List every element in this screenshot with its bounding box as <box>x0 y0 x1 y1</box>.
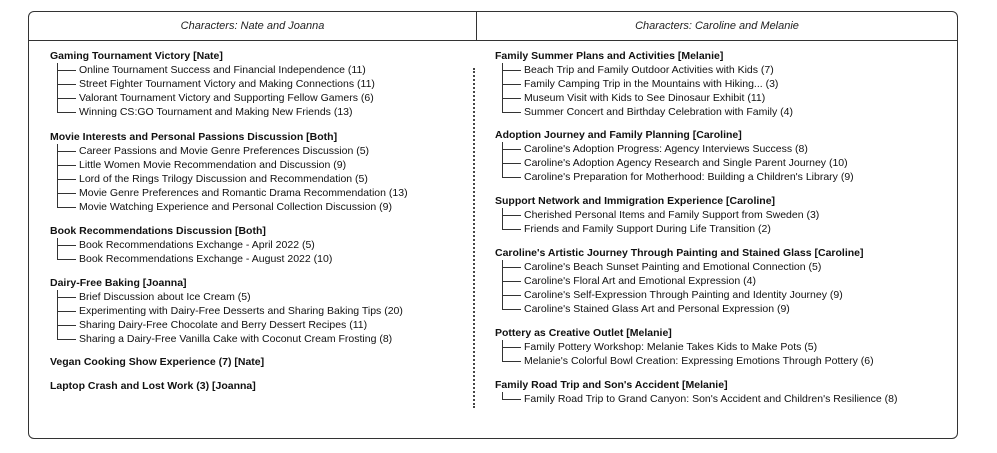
subtopic-item: Family Pottery Workshop: Melanie Takes Kids to Make Pots (5) <box>502 340 955 354</box>
subtopic-item: Summer Concert and Birthday Celebration with Family (4) <box>502 105 955 119</box>
header-row <box>29 12 957 41</box>
topic-group <box>495 327 955 368</box>
subtopic-item: Caroline's Preparation for Motherhood: Building a Children's Library (9) <box>502 170 955 184</box>
topic-group-title: Dairy-Free Baking [Joanna] <box>50 277 187 289</box>
subtopic-tree <box>57 63 460 119</box>
topic-group-title: Gaming Tournament Victory [Nate] <box>50 50 223 62</box>
subtopic-tree <box>57 238 460 266</box>
topic-group-title: Pottery as Creative Outlet [Melanie] <box>495 327 672 339</box>
subtopic-item: Melanie's Colorful Bowl Creation: Expressing Emotions Through Pottery (6) <box>502 354 955 368</box>
subtopic-item: Caroline's Self-Expression Through Painting and Identity Journey (9) <box>502 288 955 302</box>
subtopic-item: Career Passions and Movie Genre Preferences Discussion (5) <box>57 144 460 158</box>
topic-group <box>50 50 460 119</box>
column-divider <box>473 68 475 408</box>
subtopic-item: Beach Trip and Family Outdoor Activities with Kids (7) <box>502 63 955 77</box>
subtopic-item: Brief Discussion about Ice Cream (5) <box>57 290 460 304</box>
topic-group <box>495 247 955 316</box>
subtopic-item: Little Women Movie Recommendation and Discussion (9) <box>57 158 460 172</box>
left-topic-column <box>50 50 460 393</box>
topic-group-title: Laptop Crash and Lost Work (3) [Joanna] <box>50 380 256 392</box>
subtopic-item: Caroline's Floral Art and Emotional Expression (4) <box>502 274 955 288</box>
subtopic-item: Friends and Family Support During Life Transition (2) <box>502 222 955 236</box>
subtopic-item: Valorant Tournament Victory and Supporting Fellow Gamers (6) <box>57 91 460 105</box>
topic-group-title: Adoption Journey and Family Planning [Caroline] <box>495 129 742 141</box>
topic-group-title: Caroline's Artistic Journey Through Painting and Stained Glass [Caroline] <box>495 247 864 259</box>
subtopic-item: Street Fighter Tournament Victory and Making Connections (11) <box>57 77 460 91</box>
subtopic-item: Movie Genre Preferences and Romantic Drama Recommendation (13) <box>57 186 460 200</box>
subtopic-item: Caroline's Adoption Agency Research and Single Parent Journey (10) <box>502 156 955 170</box>
subtopic-tree <box>502 208 955 236</box>
subtopic-tree <box>57 290 460 346</box>
subtopic-item: Museum Visit with Kids to See Dinosaur Exhibit (11) <box>502 91 955 105</box>
subtopic-item: Caroline's Stained Glass Art and Personal Expression (9) <box>502 302 955 316</box>
topic-tree-panel <box>28 11 958 439</box>
subtopic-item: Sharing Dairy-Free Chocolate and Berry Dessert Recipes (11) <box>57 318 460 332</box>
right-column-header: Characters: Caroline and Melanie <box>635 20 799 32</box>
topic-group <box>50 225 460 266</box>
topic-group-title: Book Recommendations Discussion [Both] <box>50 225 266 237</box>
subtopic-item: Family Road Trip to Grand Canyon: Son's Accident and Children's Resilience (8) <box>502 392 955 406</box>
topic-group-title: Support Network and Immigration Experience [Caroline] <box>495 195 776 207</box>
topic-group-title: Movie Interests and Personal Passions Discussion [Both] <box>50 131 338 143</box>
topic-group-title: Vegan Cooking Show Experience (7) [Nate] <box>50 356 265 368</box>
subtopic-item: Caroline's Beach Sunset Painting and Emotional Connection (5) <box>502 260 955 274</box>
subtopic-tree <box>502 260 955 316</box>
subtopic-item: Lord of the Rings Trilogy Discussion and Recommendation (5) <box>57 172 460 186</box>
topic-group <box>495 50 955 119</box>
subtopic-item: Family Camping Trip in the Mountains with Hiking... (3) <box>502 77 955 91</box>
subtopic-item: Sharing a Dairy-Free Vanilla Cake with Coconut Cream Frosting (8) <box>57 332 460 346</box>
subtopic-tree <box>57 144 460 214</box>
subtopic-tree <box>502 340 955 368</box>
subtopic-tree <box>502 392 955 406</box>
topic-group <box>495 379 955 406</box>
topic-group <box>495 195 955 236</box>
subtopic-item: Book Recommendations Exchange - August 2022 (10) <box>57 252 460 266</box>
left-column-header: Characters: Nate and Joanna <box>180 20 325 32</box>
subtopic-item: Winning CS:GO Tournament and Making New Friends (13) <box>57 105 460 119</box>
subtopic-tree <box>502 142 955 184</box>
subtopic-item: Movie Watching Experience and Personal Collection Discussion (9) <box>57 200 460 214</box>
subtopic-item: Cherished Personal Items and Family Support from Sweden (3) <box>502 208 955 222</box>
topic-group-title: Family Road Trip and Son's Accident [Melanie] <box>495 379 728 391</box>
topic-group <box>50 380 460 393</box>
topic-group <box>50 277 460 346</box>
subtopic-item: Caroline's Adoption Progress: Agency Interviews Success (8) <box>502 142 955 156</box>
topic-group <box>495 129 955 184</box>
subtopic-item: Online Tournament Success and Financial Independence (11) <box>57 63 460 77</box>
subtopic-tree <box>502 63 955 119</box>
right-topic-column <box>495 50 955 406</box>
subtopic-item: Book Recommendations Exchange - April 2022 (5) <box>57 238 460 252</box>
subtopic-item: Experimenting with Dairy-Free Desserts and Sharing Baking Tips (20) <box>57 304 460 318</box>
topic-group <box>50 356 460 369</box>
topic-group-title: Family Summer Plans and Activities [Melanie] <box>495 50 724 62</box>
topic-group <box>50 131 460 214</box>
